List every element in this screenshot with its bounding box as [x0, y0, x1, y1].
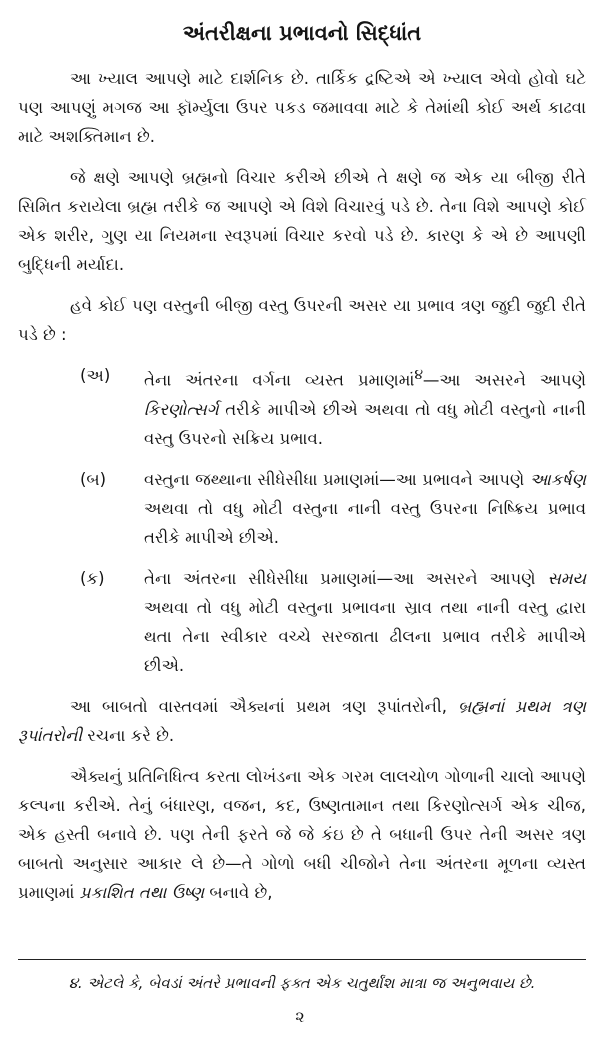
list-term: કિરણોત્સર્ગ — [144, 399, 219, 419]
paragraph-5-post: બનાવે છે, — [204, 882, 273, 902]
paragraph-1: આ ખ્યાલ આપણે માટે દાર્શનિક છે. તાર્કિક દ્રષ્ટિએ એ ખ્યાલ એવો હોવો ઘટે પણ આપણું મગજ આ ફૉર્મ્યુલા ઉપર પકડ જમાવવા માટે કે તેમાંથી કોઈ અર્થ કાઢવા માટે અશક્તિમાન છે. — [18, 69, 586, 146]
footnote-divider — [18, 959, 586, 960]
paragraph-3: હવે કોઈ પણ વસ્તુની બીજી વસ્તુ ઉપરની અસર યા પ્રભાવ ત્રણ જુદી જુદી રીતે પડે છે : — [18, 296, 586, 344]
list-term: આકર્ષણ — [529, 469, 586, 489]
paragraph-5-pre: ઐક્યનું પ્રતિનિધિત્વ કરતા લોખંડના એક ગરમ લાલચોળ ગોળાની ચાલો આપણે કલ્પના કરીએ. તેનું બંધારણ, વજન, કદ, ઉષ્ણતામાન તથા કિરણોત્સર્ગ એક ચીજ, એક હસ્તી બનાવે છે. પણ તેની ફરતે જે જે કંઇ છે તે બધાની ઉપર તેની અસર ત્રણ બાબતો અનુસાર આકાર લે છે—તે ગોળો બધી ચીજોને તેના અંતરના મૂળના વ્યસ્ત પ્રમાણમાં — [18, 766, 586, 902]
list-item-b — [18, 465, 586, 552]
list-marker: (ક) — [80, 568, 105, 588]
list-text-mid: —આ અસરને આપણે — [422, 370, 586, 390]
list-item-a — [18, 361, 586, 453]
page-title: અંતરીક્ષના પ્રભાવનો સિદ્ધાંત — [182, 21, 422, 45]
list-marker: (અ) — [80, 366, 111, 385]
footnote: ૪. એટલે કે, બેવડાં અંતરે પ્રભાવની ફક્ત એક ચતુર્થાંશ માત્રા જ અનુભવાય છે. — [68, 974, 536, 992]
list-term: સમય — [547, 568, 586, 588]
footnote-ref: ૪ — [414, 367, 423, 383]
paragraph-4-pre: આ બાબતો વાસ્તવમાં ઐક્યનાં પ્રથમ ત્રણ રૂપાંતરોની, — [70, 696, 458, 716]
list-text-post: તરીકે માપીએ છીએ અથવા તો વધુ મોટી વસ્તુનો નાની વસ્તુ ઉપરનો સક્રિય પ્રભાવ. — [144, 399, 586, 448]
list-item-text — [144, 465, 586, 552]
list-item-c — [18, 564, 586, 680]
list-text-pre: વસ્તુના જથ્થાના સીધેસીધા પ્રમાણમાં—આ પ્રભાવને આપણે — [144, 469, 530, 489]
list-text-pre: તેના અંતરના સીધેસીધા પ્રમાણમાં—આ અસરને આપણે — [144, 568, 548, 588]
list-text-post: અથવા તો વધુ મોટી વસ્તુના નાની વસ્તુ ઉપરના નિષ્ક્રિય પ્રભાવ તરીકે માપીએ છીએ. — [144, 498, 586, 547]
paragraph-4-emphasis: બ્રહ્મનાં પ્રથમ ત્રણ રૂપાંતરોની — [18, 696, 586, 745]
paragraph-5 — [18, 762, 586, 907]
list-text-post: અથવા તો વધુ મોટી વસ્તુના પ્રભાવના સ્રાવ તથા નાની વસ્તુ દ્વારા થતા તેના સ્વીકાર વચ્ચે સરજાતા ઢીલના પ્રભાવ તરીકે માપીએ છીએ. — [144, 597, 586, 675]
list-text-pre: તેના અંતરના વર્ગના વ્યસ્ત પ્રમાણમાં — [144, 370, 415, 390]
list-marker: (બ) — [80, 469, 107, 489]
list-item-text — [144, 564, 586, 680]
page-number: ૨ — [295, 1007, 305, 1026]
list-item-text — [144, 361, 586, 453]
paragraph-2: જે ક્ષણે આપણે બ્રહ્મનો વિચાર કરીએ છીએ તે ક્ષણે જ એક યા બીજી રીતે સિમિત કરાયેલા બ્રહ્મ તરીકે જ આપણે એ વિશે વિચારવું પડે છે. તેના વિશે આપણે કોઈ એક શરીર, ગુણ યા નિયમના સ્વરૂપમાં વિચાર કરવો પડે છે. કારણ કે એ છે આપણી બુદ્ધિની મર્યાદા. — [18, 168, 586, 274]
paragraph-5-emphasis: પ્રકાશિત તથા ઉષ્ણ — [79, 882, 205, 902]
paragraph-4-post: રચના કરે છે. — [82, 725, 175, 745]
paragraph-4 — [18, 692, 586, 750]
